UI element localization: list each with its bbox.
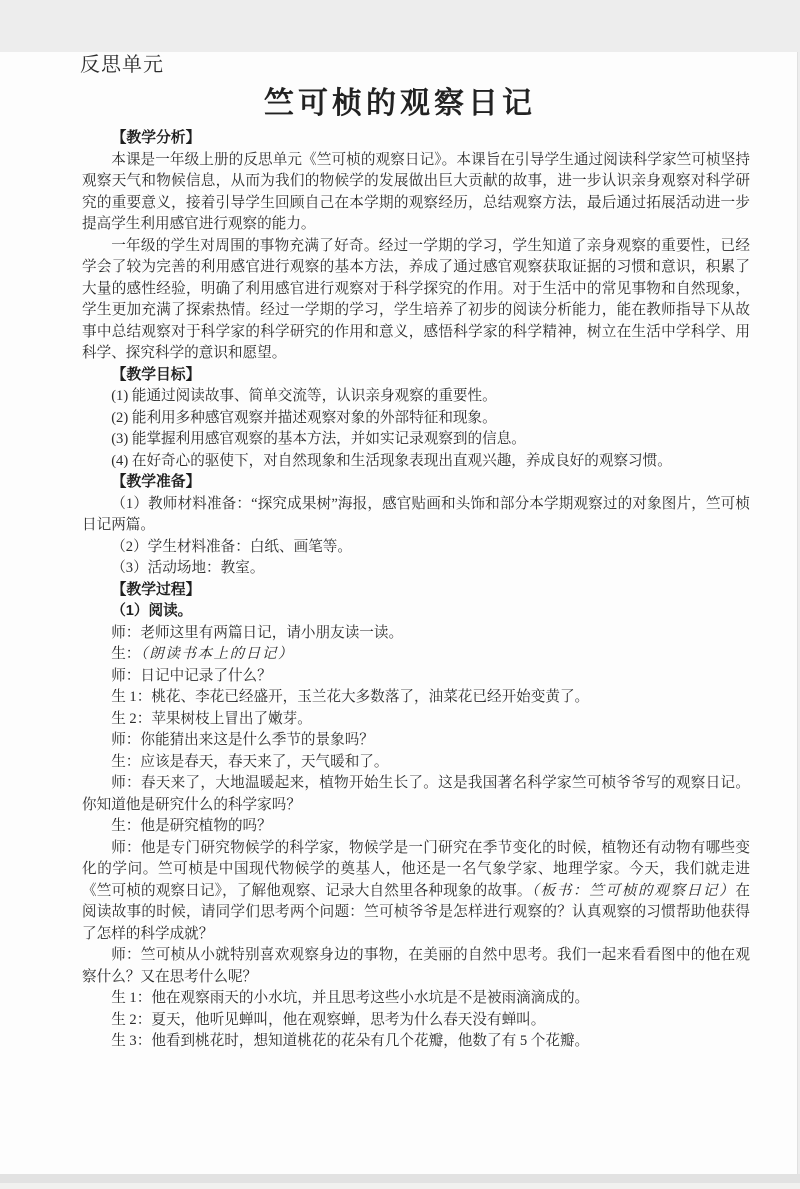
dialogue-line [82, 623, 750, 645]
dialogue-line [82, 687, 750, 709]
section-heading-analysis: 【教学分析】 [111, 130, 201, 146]
dialogue-text: 师：他是专门研究物候学的科学家，物候学是一门研究在季节变化的时候，植物还有动物有哪些变化的学问。竺可桢是中国现代物候学的奠基人，他还是一名气象学家、地理学家。今天，我们就走进《竺可桢的观察日记》，了解他观察、记录大自然里各种现象的故事。 [82, 839, 750, 899]
dialogue-line [82, 773, 750, 816]
dialogue-speaker: 生： [111, 646, 141, 662]
dialogue-text: 在阅读故事的时候，请同学们思考两个问题：竺可桢爷爷是怎样进行观察的？认真观察的习惯帮助他获得了怎样的科学成就？ [82, 882, 751, 942]
dialogue-text: 生：应该是春天，春天来了，天气暖和了。 [111, 753, 389, 770]
process-step-label: （1）阅读。 [111, 603, 193, 619]
dialogue-line [82, 1010, 750, 1032]
objective-item: (4) 在好奇心的驱使下，对自然现象和生活现象表现出直观兴趣，养成良好的观察习惯。 [111, 452, 672, 469]
page-bottom-edge [0, 1174, 800, 1183]
dialogue-line [82, 838, 750, 946]
dialogue-text: 师：春天来了，大地温暖起来，植物开始生长了。这是我国著名科学家竺可桢爷爷写的观察日记。你知道他是研究什么的科学家吗？ [82, 775, 750, 813]
dialogue-line [82, 730, 750, 752]
dialogue-text: 生 2：夏天，他听见蝉叫，他在观察蝉，思考为什么春天没有蝉叫。 [111, 1011, 546, 1028]
section-heading-objectives: 【教学目标】 [111, 366, 201, 383]
objective-item: (2) 能利用多种感官观察并描述观察对象的外部特征和现象。 [111, 409, 497, 426]
dialogue-line [82, 752, 750, 774]
dialogue-text: 师：你能猜出来这是什么季节的景象吗？ [111, 732, 374, 748]
analysis-paragraph: 一年级的学生对周围的事物充满了好奇。经过一学期的学习，学生知道了亲身观察的重要性，已经学会了较为完善的利用感官进行观察的基本方法，养成了通过感官观察获取证据的习惯和意识，积累了大量的感性经验，明确了利用感官进行观察对于科学探究的作用。对于生活中的常见事物和自然现象，学生更加充满了探索热情。经过一学期的学习，学生培养了初步的阅读分析能力，能在教师指导下从故事中总结观察对于科学家的科学研究的作用和意义，感悟科学家的科学精神，树立在生活中学科学、用科学、探究科学的意识和愿望。 [82, 237, 750, 361]
dialogue-text: 师：日记中记录了什么？ [111, 667, 272, 684]
preparation-item: （3）活动场地：教室。 [111, 560, 265, 576]
unit-label: 反思单元 [80, 54, 164, 76]
section-heading-preparation: 【教学准备】 [111, 474, 201, 490]
document-title: 竺可桢的观察日记 [264, 87, 536, 120]
analysis-paragraph: 本课是一年级上册的反思单元《竺可桢的观察日记》。本课旨在引导学生通过阅读科学家竺可桢坚持观察天气和物候信息，从而为我们的物候学的发展做出巨大贡献的故事，进一步认识亲身观察对科学研究的重要意义，接着引导学生回顾自己在本学期的观察经历，总结观察方法，最后通过拓展活动进一步提高学生利用感官进行观察的能力。 [82, 151, 750, 232]
dialogue-line [82, 988, 750, 1010]
objective-item: (3) 能掌握利用感官观察的基本方法，并如实记录观察到的信息。 [111, 431, 526, 447]
dialogue-stage-direction: （朗读书本上的日记） [140, 646, 295, 662]
preparation-item: （1）教师材料准备：“探究成果树”海报，感官贴画和头饰和部分本学期观察过的对象图片，竺可桢日记两篇。 [82, 495, 750, 533]
dialogue-text: 生 1：他在观察雨天的小水坑，并且思考这些小水坑是不是被雨滴滴成的。 [111, 990, 590, 1006]
dialogue-text: 生：他是研究植物的吗？ [111, 818, 272, 834]
dialogue-line [82, 644, 750, 666]
dialogue-line [82, 816, 750, 838]
dialogue-line [82, 666, 750, 688]
preparation-item: （2）学生材料准备：白纸、画笔等。 [111, 538, 352, 555]
dialogue-text: 生 3：他看到桃花时，想知道桃花的花朵有几个花瓣，他数了有 5 个花瓣。 [111, 1033, 590, 1049]
dialogue-line [82, 1031, 750, 1053]
dialogue-line [82, 945, 750, 988]
dialogue-line [82, 709, 750, 731]
page-bottom-edge-light [0, 1183, 800, 1189]
document-body [0, 128, 800, 1053]
objective-item: (1) 能通过阅读故事、简单交流等，认识亲身观察的重要性。 [111, 388, 497, 404]
dialogue-board-note: （板书：竺可桢的观察日记） [531, 882, 736, 899]
dialogue-text: 师：竺可桢从小就特别喜欢观察身边的事物，在美丽的自然中思考。我们一起来看看图中的他在观察什么？又在思考什么呢？ [82, 947, 750, 985]
section-heading-process: 【教学过程】 [111, 581, 201, 598]
dialogue-text: 师：老师这里有两篇日记，请小朋友读一读。 [111, 624, 404, 641]
dialogue-text: 生 2：苹果树枝上冒出了嫩芽。 [111, 710, 312, 727]
dialogue-text: 生 1：桃花、李花已经盛开，玉兰花大多数落了，油菜花已经开始变黄了。 [111, 689, 590, 705]
